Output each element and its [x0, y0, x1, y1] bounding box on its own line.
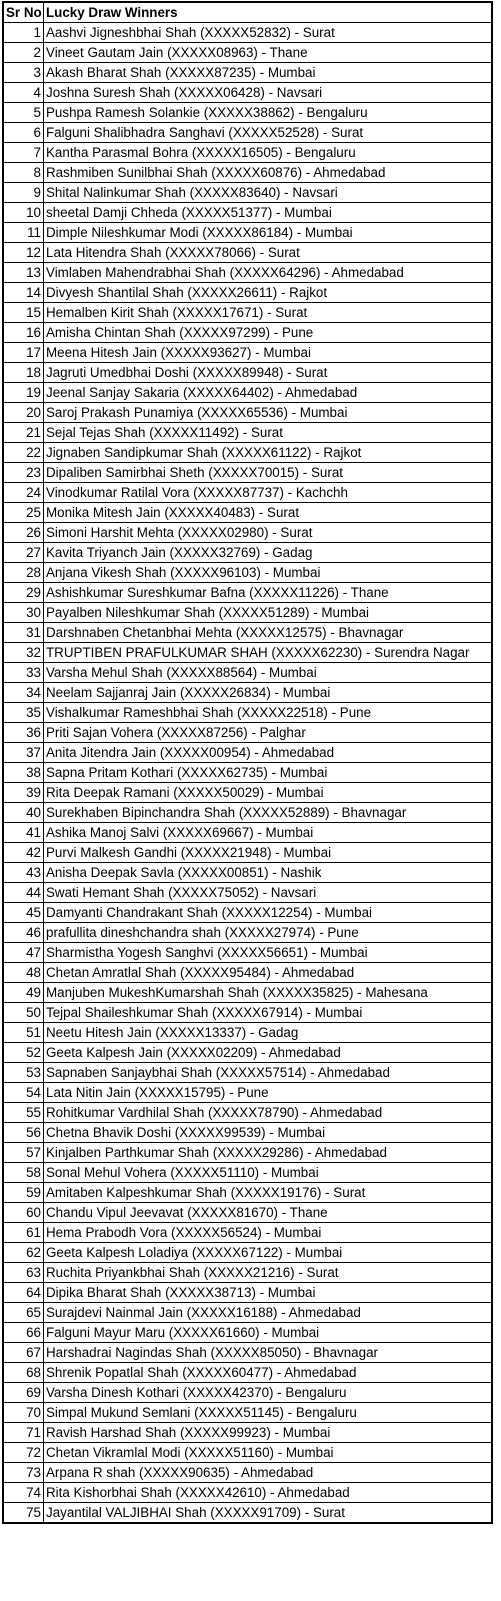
- table-row: [4, 1143, 492, 1163]
- sr-no-cell: 5: [4, 103, 44, 123]
- winner-cell: Chetan Vikramlal Modi (XXXXX51160) - Mumbai: [44, 1443, 492, 1463]
- table-row: [4, 1043, 492, 1063]
- winner-cell: Dipaliben Samirbhai Sheth (XXXXX70015) - Surat: [44, 463, 492, 483]
- table-row: [4, 1463, 492, 1483]
- winner-cell: Kinjalben Parthkumar Shah (XXXXX29286) - Ahmedabad: [44, 1143, 492, 1163]
- winner-cell: Sejal Tejas Shah (XXXXX11492) - Surat: [44, 423, 492, 443]
- winner-cell: Rita Kishorbhai Shah (XXXXX42610) - Ahmedabad: [44, 1483, 492, 1503]
- winner-cell: Dimple Nileshkumar Modi (XXXXX86184) - Mumbai: [44, 223, 492, 243]
- table-row: [4, 603, 492, 623]
- winners-header: Lucky Draw Winners: [44, 3, 492, 23]
- winners-sheet: [2, 1, 493, 1524]
- table-row: [4, 1103, 492, 1123]
- sr-no-cell: 22: [4, 443, 44, 463]
- sr-no-cell: 60: [4, 1203, 44, 1223]
- sr-no-cell: 35: [4, 703, 44, 723]
- table-row: [4, 843, 492, 863]
- sr-no-cell: 28: [4, 563, 44, 583]
- table-row: [4, 663, 492, 683]
- winner-cell: Rashmiben Sunilbhai Shah (XXXXX60876) - Ahmedabad: [44, 163, 492, 183]
- winner-cell: Divyesh Shantilal Shah (XXXXX26611) - Rajkot: [44, 283, 492, 303]
- sr-no-cell: 58: [4, 1163, 44, 1183]
- sr-no-cell: 24: [4, 483, 44, 503]
- sr-no-cell: 63: [4, 1263, 44, 1283]
- sr-no-cell: 34: [4, 683, 44, 703]
- table-row: [4, 1063, 492, 1083]
- winner-cell: Sonal Mehul Vohera (XXXXX51110) - Mumbai: [44, 1163, 492, 1183]
- sr-no-cell: 40: [4, 803, 44, 823]
- winner-cell: Jagruti Umedbhai Doshi (XXXXX89948) - Surat: [44, 363, 492, 383]
- sr-no-cell: 32: [4, 643, 44, 663]
- winner-cell: Simoni Harshit Mehta (XXXXX02980) - Surat: [44, 523, 492, 543]
- sr-no-cell: 26: [4, 523, 44, 543]
- sr-no-cell: 36: [4, 723, 44, 743]
- winner-cell: Monika Mitesh Jain (XXXXX40483) - Surat: [44, 503, 492, 523]
- winner-cell: Meena Hitesh Jain (XXXXX93627) - Mumbai: [44, 343, 492, 363]
- winner-cell: Harshadrai Nagindas Shah (XXXXX85050) - Bhavnagar: [44, 1343, 492, 1363]
- sr-no-cell: 52: [4, 1043, 44, 1063]
- winner-cell: Purvi Malkesh Gandhi (XXXXX21948) - Mumbai: [44, 843, 492, 863]
- sr-no-cell: 11: [4, 223, 44, 243]
- winner-cell: Amitaben Kalpeshkumar Shah (XXXXX19176) - Surat: [44, 1183, 492, 1203]
- winner-cell: Sapnaben Sanjaybhai Shah (XXXXX57514) - Ahmedabad: [44, 1063, 492, 1083]
- sr-no-cell: 18: [4, 363, 44, 383]
- winner-cell: Dipika Bharat Shah (XXXXX38713) - Mumbai: [44, 1283, 492, 1303]
- winner-cell: Ruchita Priyankbhai Shah (XXXXX21216) - Surat: [44, 1263, 492, 1283]
- table-row: [4, 343, 492, 363]
- winner-cell: Joshna Suresh Shah (XXXXX06428) - Navsari: [44, 83, 492, 103]
- sr-no-cell: 61: [4, 1223, 44, 1243]
- winner-cell: Lata Hitendra Shah (XXXXX78066) - Surat: [44, 243, 492, 263]
- sr-no-cell: 2: [4, 43, 44, 63]
- sr-no-cell: 71: [4, 1423, 44, 1443]
- winner-cell: Ravish Harshad Shah (XXXXX99923) - Mumbai: [44, 1423, 492, 1443]
- table-row: [4, 643, 492, 663]
- table-row: [4, 1003, 492, 1023]
- winner-cell: Vinodkumar Ratilal Vora (XXXXX87737) - Kachchh: [44, 483, 492, 503]
- sr-no-header: Sr No: [4, 3, 44, 23]
- table-row: [4, 183, 492, 203]
- header-row: [4, 3, 492, 23]
- sr-no-cell: 75: [4, 1503, 44, 1523]
- winner-cell: Varsha Dinesh Kothari (XXXXX42370) - Bengaluru: [44, 1383, 492, 1403]
- sr-no-cell: 74: [4, 1483, 44, 1503]
- sr-no-cell: 50: [4, 1003, 44, 1023]
- winner-cell: Priti Sajan Vohera (XXXXX87256) - Palghar: [44, 723, 492, 743]
- winner-cell: Anisha Deepak Savla (XXXXX00851) - Nashik: [44, 863, 492, 883]
- winner-cell: Falguni Mayur Maru (XXXXX61660) - Mumbai: [44, 1323, 492, 1343]
- table-row: [4, 43, 492, 63]
- table-row: [4, 443, 492, 463]
- table-row: [4, 363, 492, 383]
- table-row: [4, 543, 492, 563]
- winner-cell: Arpana R shah (XXXXX90635) - Ahmedabad: [44, 1463, 492, 1483]
- sr-no-cell: 27: [4, 543, 44, 563]
- sr-no-cell: 56: [4, 1123, 44, 1143]
- winner-cell: Kavita Triyanch Jain (XXXXX32769) - Gadag: [44, 543, 492, 563]
- sr-no-cell: 54: [4, 1083, 44, 1103]
- table-row: [4, 1163, 492, 1183]
- winner-cell: sheetal Damji Chheda (XXXXX51377) - Mumbai: [44, 203, 492, 223]
- table-header: [4, 3, 492, 23]
- winner-cell: Shital Nalinkumar Shah (XXXXX83640) - Navsari: [44, 183, 492, 203]
- table-row: [4, 1183, 492, 1203]
- sr-no-cell: 3: [4, 63, 44, 83]
- table-row: [4, 883, 492, 903]
- table-row: [4, 823, 492, 843]
- winner-cell: Darshnaben Chetanbhai Mehta (XXXXX12575) - Bhavnagar: [44, 623, 492, 643]
- winner-cell: Akash Bharat Shah (XXXXX87235) - Mumbai: [44, 63, 492, 83]
- winner-cell: TRUPTIBEN PRAFULKUMAR SHAH (XXXXX62230) - Surendra Nagar: [44, 643, 492, 663]
- winner-cell: Falguni Shalibhadra Sanghavi (XXXXX52528) - Surat: [44, 123, 492, 143]
- winner-cell: Shrenik Popatlal Shah (XXXXX60477) - Ahmedabad: [44, 1363, 492, 1383]
- table-row: [4, 723, 492, 743]
- sr-no-cell: 31: [4, 623, 44, 643]
- sr-no-cell: 49: [4, 983, 44, 1003]
- table-row: [4, 83, 492, 103]
- sr-no-cell: 59: [4, 1183, 44, 1203]
- table-row: [4, 323, 492, 343]
- table-row: [4, 163, 492, 183]
- winner-cell: Anita Jitendra Jain (XXXXX00954) - Ahmedabad: [44, 743, 492, 763]
- winner-cell: Amisha Chintan Shah (XXXXX97299) - Pune: [44, 323, 492, 343]
- sr-no-cell: 37: [4, 743, 44, 763]
- table-row: [4, 763, 492, 783]
- table-row: [4, 1423, 492, 1443]
- sr-no-cell: 69: [4, 1383, 44, 1403]
- winner-cell: Tejpal Shaileshkumar Shah (XXXXX67914) - Mumbai: [44, 1003, 492, 1023]
- winner-cell: Ashishkumar Sureshkumar Bafna (XXXXX11226) - Thane: [44, 583, 492, 603]
- table-row: [4, 463, 492, 483]
- sr-no-cell: 6: [4, 123, 44, 143]
- sr-no-cell: 45: [4, 903, 44, 923]
- table-row: [4, 303, 492, 323]
- sr-no-cell: 4: [4, 83, 44, 103]
- winner-cell: Vimlaben Mahendrabhai Shah (XXXXX64296) - Ahmedabad: [44, 263, 492, 283]
- sr-no-cell: 39: [4, 783, 44, 803]
- winner-cell: Jignaben Sandipkumar Shah (XXXXX61122) - Rajkot: [44, 443, 492, 463]
- sr-no-cell: 55: [4, 1103, 44, 1123]
- table-row: [4, 203, 492, 223]
- table-row: [4, 583, 492, 603]
- winner-cell: Ashika Manoj Salvi (XXXXX69667) - Mumbai: [44, 823, 492, 843]
- winner-cell: Damyanti Chandrakant Shah (XXXXX12254) - Mumbai: [44, 903, 492, 923]
- winner-cell: Geeta Kalpesh Jain (XXXXX02209) - Ahmedabad: [44, 1043, 492, 1063]
- sr-no-cell: 38: [4, 763, 44, 783]
- sr-no-cell: 21: [4, 423, 44, 443]
- table-row: [4, 283, 492, 303]
- sr-no-cell: 44: [4, 883, 44, 903]
- sr-no-cell: 43: [4, 863, 44, 883]
- winner-cell: Sharmistha Yogesh Sanghvi (XXXXX56651) - Mumbai: [44, 943, 492, 963]
- winner-cell: Swati Hemant Shah (XXXXX75052) - Navsari: [44, 883, 492, 903]
- sr-no-cell: 53: [4, 1063, 44, 1083]
- table-row: [4, 943, 492, 963]
- winner-cell: Neelam Sajjanraj Jain (XXXXX26834) - Mumbai: [44, 683, 492, 703]
- winner-cell: Hema Prabodh Vora (XXXXX56524) - Mumbai: [44, 1223, 492, 1243]
- winner-cell: Jayantilal VALJIBHAI Shah (XXXXX91709) - Surat: [44, 1503, 492, 1523]
- winner-cell: Payalben Nileshkumar Shah (XXXXX51289) - Mumbai: [44, 603, 492, 623]
- table-row: [4, 623, 492, 643]
- winner-cell: Surekhaben Bipinchandra Shah (XXXXX52889) - Bhavnagar: [44, 803, 492, 823]
- table-row: [4, 523, 492, 543]
- sr-no-cell: 10: [4, 203, 44, 223]
- table-body: [4, 23, 492, 1523]
- table-row: [4, 263, 492, 283]
- table-row: [4, 383, 492, 403]
- table-row: [4, 1443, 492, 1463]
- table-row: [4, 683, 492, 703]
- table-row: [4, 103, 492, 123]
- table-row: [4, 1383, 492, 1403]
- sr-no-cell: 12: [4, 243, 44, 263]
- table-row: [4, 143, 492, 163]
- table-row: [4, 963, 492, 983]
- table-row: [4, 923, 492, 943]
- table-row: [4, 563, 492, 583]
- winner-cell: Lata Nitin Jain (XXXXX15795) - Pune: [44, 1083, 492, 1103]
- sr-no-cell: 65: [4, 1303, 44, 1323]
- sr-no-cell: 7: [4, 143, 44, 163]
- winner-cell: Kantha Parasmal Bohra (XXXXX16505) - Bengaluru: [44, 143, 492, 163]
- table-row: [4, 1223, 492, 1243]
- table-row: [4, 983, 492, 1003]
- table-row: [4, 1323, 492, 1343]
- winner-cell: Geeta Kalpesh Loladiya (XXXXX67122) - Mumbai: [44, 1243, 492, 1263]
- sr-no-cell: 17: [4, 343, 44, 363]
- winners-table: [3, 2, 492, 1523]
- table-row: [4, 1503, 492, 1523]
- sr-no-cell: 67: [4, 1343, 44, 1363]
- table-row: [4, 1363, 492, 1383]
- table-row: [4, 483, 492, 503]
- sr-no-cell: 57: [4, 1143, 44, 1163]
- sr-no-cell: 29: [4, 583, 44, 603]
- winner-cell: prafullita dineshchandra shah (XXXXX27974) - Pune: [44, 923, 492, 943]
- winner-cell: Chandu Vipul Jeevavat (XXXXX81670) - Thane: [44, 1203, 492, 1223]
- winner-cell: Aashvi Jigneshbhai Shah (XXXXX52832) - Surat: [44, 23, 492, 43]
- sr-no-cell: 41: [4, 823, 44, 843]
- sr-no-cell: 33: [4, 663, 44, 683]
- table-row: [4, 1343, 492, 1363]
- sr-no-cell: 23: [4, 463, 44, 483]
- sr-no-cell: 47: [4, 943, 44, 963]
- sr-no-cell: 68: [4, 1363, 44, 1383]
- sr-no-cell: 13: [4, 263, 44, 283]
- winner-cell: Pushpa Ramesh Solankie (XXXXX38862) - Bengaluru: [44, 103, 492, 123]
- table-row: [4, 803, 492, 823]
- sr-no-cell: 51: [4, 1023, 44, 1043]
- sr-no-cell: 9: [4, 183, 44, 203]
- sr-no-cell: 64: [4, 1283, 44, 1303]
- table-row: [4, 1403, 492, 1423]
- sr-no-cell: 66: [4, 1323, 44, 1343]
- winner-cell: Varsha Mehul Shah (XXXXX88564) - Mumbai: [44, 663, 492, 683]
- sr-no-cell: 1: [4, 23, 44, 43]
- winner-cell: Vishalkumar Rameshbhai Shah (XXXXX22518) - Pune: [44, 703, 492, 723]
- winner-cell: Rita Deepak Ramani (XXXXX50029) - Mumbai: [44, 783, 492, 803]
- sr-no-cell: 46: [4, 923, 44, 943]
- winner-cell: Sapna Pritam Kothari (XXXXX62735) - Mumbai: [44, 763, 492, 783]
- winner-cell: Chetan Amratlal Shah (XXXXX95484) - Ahmedabad: [44, 963, 492, 983]
- table-row: [4, 783, 492, 803]
- table-row: [4, 1203, 492, 1223]
- winner-cell: Anjana Vikesh Shah (XXXXX96103) - Mumbai: [44, 563, 492, 583]
- sr-no-cell: 8: [4, 163, 44, 183]
- sr-no-cell: 25: [4, 503, 44, 523]
- sr-no-cell: 14: [4, 283, 44, 303]
- table-row: [4, 703, 492, 723]
- table-row: [4, 1243, 492, 1263]
- table-row: [4, 403, 492, 423]
- winner-cell: Chetna Bhavik Doshi (XXXXX99539) - Mumbai: [44, 1123, 492, 1143]
- table-row: [4, 223, 492, 243]
- winner-cell: Surajdevi Nainmal Jain (XXXXX16188) - Ahmedabad: [44, 1303, 492, 1323]
- sr-no-cell: 48: [4, 963, 44, 983]
- winner-cell: Neetu Hitesh Jain (XXXXX13337) - Gadag: [44, 1023, 492, 1043]
- table-row: [4, 243, 492, 263]
- table-row: [4, 863, 492, 883]
- table-row: [4, 123, 492, 143]
- sr-no-cell: 72: [4, 1443, 44, 1463]
- winner-cell: Saroj Prakash Punamiya (XXXXX65536) - Mumbai: [44, 403, 492, 423]
- table-row: [4, 903, 492, 923]
- winner-cell: Vineet Gautam Jain (XXXXX08963) - Thane: [44, 43, 492, 63]
- table-row: [4, 503, 492, 523]
- winner-cell: Manjuben MukeshKumarshah Shah (XXXXX35825) - Mahesana: [44, 983, 492, 1003]
- winner-cell: Simpal Mukund Semlani (XXXXX51145) - Bengaluru: [44, 1403, 492, 1423]
- table-row: [4, 1123, 492, 1143]
- winner-cell: Rohitkumar Vardhilal Shah (XXXXX78790) - Ahmedabad: [44, 1103, 492, 1123]
- sr-no-cell: 15: [4, 303, 44, 323]
- sr-no-cell: 16: [4, 323, 44, 343]
- table-row: [4, 1083, 492, 1103]
- table-row: [4, 1303, 492, 1323]
- sr-no-cell: 70: [4, 1403, 44, 1423]
- table-row: [4, 63, 492, 83]
- table-row: [4, 423, 492, 443]
- sr-no-cell: 20: [4, 403, 44, 423]
- winner-cell: Jeenal Sanjay Sakaria (XXXXX64402) - Ahmedabad: [44, 383, 492, 403]
- table-row: [4, 743, 492, 763]
- sr-no-cell: 42: [4, 843, 44, 863]
- sr-no-cell: 73: [4, 1463, 44, 1483]
- table-row: [4, 1263, 492, 1283]
- winner-cell: Hemalben Kirit Shah (XXXXX17671) - Surat: [44, 303, 492, 323]
- table-row: [4, 1283, 492, 1303]
- sr-no-cell: 62: [4, 1243, 44, 1263]
- sr-no-cell: 30: [4, 603, 44, 623]
- sr-no-cell: 19: [4, 383, 44, 403]
- table-row: [4, 1023, 492, 1043]
- table-row: [4, 1483, 492, 1503]
- table-row: [4, 23, 492, 43]
